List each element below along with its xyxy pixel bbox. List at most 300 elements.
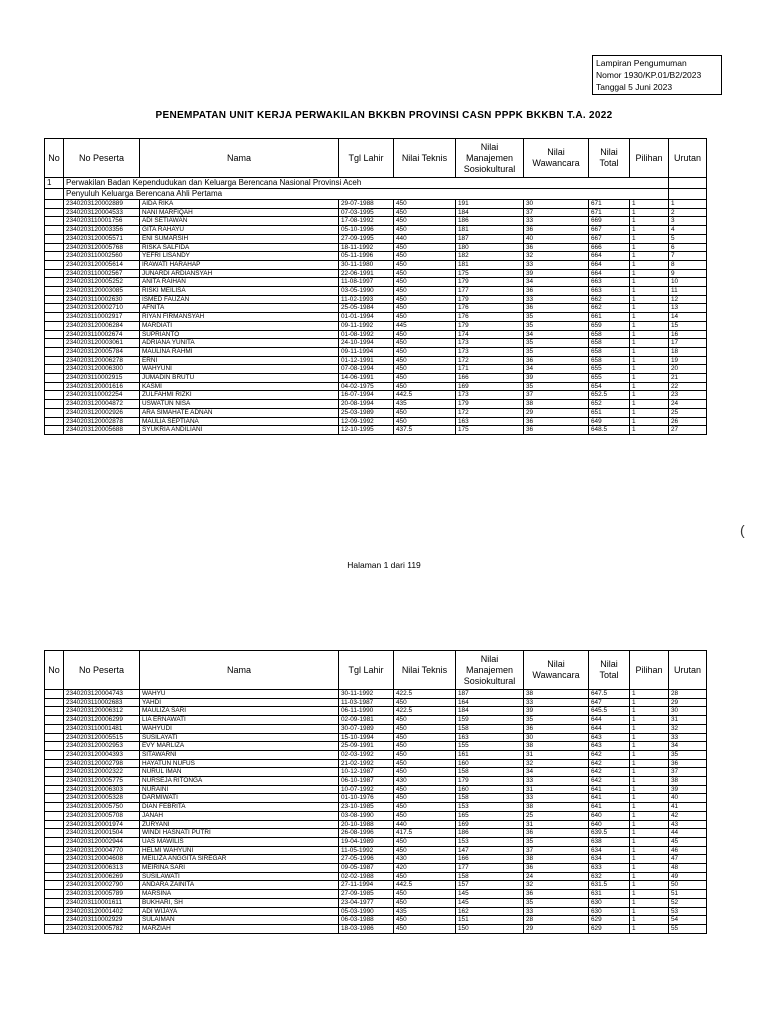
cell-no — [45, 321, 64, 330]
cell-nilai-total: 655 — [589, 374, 630, 383]
cell-tgl-lahir: 01-10-1976 — [339, 794, 394, 803]
cell-no-peserta: 2340203120005515 — [64, 733, 140, 742]
jabatan-row — [45, 189, 707, 200]
cell-nilai-teknis: 450 — [394, 924, 456, 933]
cell-pilihan: 1 — [630, 426, 669, 435]
cell-nama: MAULIZA SARI — [140, 707, 339, 716]
cell-nilai-manajemen: 169 — [456, 820, 524, 829]
cell-tgl-lahir: 23-04-1977 — [339, 898, 394, 907]
cell-nilai-wawancara: 34 — [524, 278, 589, 287]
cell-nilai-wawancara: 36 — [524, 724, 589, 733]
cell-urutan: 30 — [669, 707, 707, 716]
cell-nilai-total: 651 — [589, 408, 630, 417]
cell-nama: AIDA RIKA — [140, 200, 339, 209]
cell-no — [45, 295, 64, 304]
cell-nilai-wawancara: 38 — [524, 803, 589, 812]
cell-no — [45, 716, 64, 725]
cell-no — [45, 374, 64, 383]
cell-pilihan: 1 — [630, 803, 669, 812]
table-row — [45, 716, 707, 725]
cell-no — [45, 750, 64, 759]
cell-urutan: 19 — [669, 356, 707, 365]
cell-urutan: 12 — [669, 295, 707, 304]
table-row — [45, 777, 707, 786]
table-row — [45, 200, 707, 209]
cell-nilai-manajemen: 176 — [456, 313, 524, 322]
cell-nilai-total: 638 — [589, 837, 630, 846]
cell-nilai-teknis: 440 — [394, 234, 456, 243]
cell-nilai-total: 664 — [589, 269, 630, 278]
cell-urutan: 33 — [669, 733, 707, 742]
cell-nama: IRAWATI HARAHAP — [140, 260, 339, 269]
cell-no — [45, 408, 64, 417]
cell-nilai-teknis: 450 — [394, 252, 456, 261]
cell-nilai-manajemen: 158 — [456, 724, 524, 733]
cell-no — [45, 347, 64, 356]
cell-no — [45, 803, 64, 812]
jabatan-name: Penyuluh Keluarga Berencana Ahli Pertama — [64, 189, 669, 200]
cell-no-peserta: 2340203120004743 — [64, 690, 140, 699]
cell-pilihan: 1 — [630, 243, 669, 252]
cell-nilai-manajemen: 174 — [456, 330, 524, 339]
cell-pilihan: 1 — [630, 777, 669, 786]
cell-nilai-total: 655 — [589, 365, 630, 374]
cell-nilai-total: 652.5 — [589, 391, 630, 400]
cell-nilai-manajemen: 179 — [456, 295, 524, 304]
cell-nilai-total: 658 — [589, 330, 630, 339]
cell-no-peserta: 2340203120004872 — [64, 400, 140, 409]
cell-tgl-lahir: 27-09-1985 — [339, 890, 394, 899]
table-row — [45, 698, 707, 707]
cell-nilai-manajemen: 173 — [456, 347, 524, 356]
cell-tgl-lahir: 29-07-1988 — [339, 200, 394, 209]
cell-nilai-manajemen: 172 — [456, 408, 524, 417]
cell-nilai-total: 634 — [589, 855, 630, 864]
cell-nilai-total: 639.5 — [589, 829, 630, 838]
cell-nama: SULAIMAN — [140, 916, 339, 925]
lampiran-line: Nomor 1930/KP.01/B2/2023 — [596, 70, 702, 80]
table-row — [45, 881, 707, 890]
cell-nama: JUMADIN BRUTU — [140, 374, 339, 383]
cell-nama: NURSEJA RITONGA — [140, 777, 339, 786]
cell-urutan: 53 — [669, 907, 707, 916]
cell-no — [45, 698, 64, 707]
cell-pilihan: 1 — [630, 829, 669, 838]
cell-nilai-manajemen: 158 — [456, 794, 524, 803]
cell-pilihan: 1 — [630, 313, 669, 322]
cell-tgl-lahir: 25-03-1989 — [339, 408, 394, 417]
cell-nilai-wawancara: 35 — [524, 898, 589, 907]
cell-no — [45, 269, 64, 278]
cell-nilai-total: 669 — [589, 217, 630, 226]
cell-nama: NURAINI — [140, 785, 339, 794]
cell-nilai-teknis: 450 — [394, 243, 456, 252]
table-row — [45, 759, 707, 768]
cell-nilai-manajemen: 145 — [456, 898, 524, 907]
cell-nilai-teknis: 450 — [394, 916, 456, 925]
cell-nilai-manajemen: 163 — [456, 733, 524, 742]
cell-nilai-teknis: 450 — [394, 794, 456, 803]
cell-pilihan: 1 — [630, 890, 669, 899]
cell-nilai-teknis: 450 — [394, 846, 456, 855]
cell-no — [45, 243, 64, 252]
table-row — [45, 846, 707, 855]
cell-no-peserta: 2340203120005708 — [64, 811, 140, 820]
table-row — [45, 234, 707, 243]
cell-nilai-total: 664 — [589, 252, 630, 261]
cell-urutan: 45 — [669, 837, 707, 846]
cell-urutan: 27 — [669, 426, 707, 435]
cell-nilai-manajemen: 157 — [456, 881, 524, 890]
table-row — [45, 408, 707, 417]
cell-nilai-total: 666 — [589, 243, 630, 252]
cell-nama: RISKI MEILISA — [140, 287, 339, 296]
cell-urutan: 1 — [669, 200, 707, 209]
cell-urutan: 46 — [669, 846, 707, 855]
cell-urutan: 16 — [669, 330, 707, 339]
cell-pilihan: 1 — [630, 391, 669, 400]
cell-nilai-manajemen: 161 — [456, 750, 524, 759]
cell-nama: MAULIA SEPTIANA — [140, 417, 339, 426]
cell-nilai-wawancara: 29 — [524, 924, 589, 933]
cell-nilai-wawancara: 32 — [524, 252, 589, 261]
cell-nama: SITAWARNI — [140, 750, 339, 759]
cell-urutan: 15 — [669, 321, 707, 330]
cell-nilai-total: 658 — [589, 339, 630, 348]
cell-nama: SUPRIANTO — [140, 330, 339, 339]
cell-nilai-teknis: 450 — [394, 698, 456, 707]
cell-pilihan: 1 — [630, 864, 669, 873]
cell-nama: ZULFAHMI RIZKI — [140, 391, 339, 400]
cell-urutan: 23 — [669, 391, 707, 400]
cell-nilai-wawancara: 37 — [524, 391, 589, 400]
cell-nilai-total: 648.5 — [589, 426, 630, 435]
cell-nama: ADI WIJAYA — [140, 907, 339, 916]
cell-no — [45, 287, 64, 296]
cell-nilai-wawancara: 31 — [524, 820, 589, 829]
cell-urutan: 54 — [669, 916, 707, 925]
cell-no — [45, 742, 64, 751]
cell-nilai-total: 643 — [589, 742, 630, 751]
cell-pilihan: 1 — [630, 295, 669, 304]
table-row — [45, 217, 707, 226]
cell-nilai-manajemen: 191 — [456, 200, 524, 209]
cell-urutan: 37 — [669, 768, 707, 777]
cell-nilai-wawancara: 35 — [524, 347, 589, 356]
cell-tgl-lahir: 12-09-1992 — [339, 417, 394, 426]
header-row — [45, 139, 707, 178]
cell-nilai-manajemen: 179 — [456, 278, 524, 287]
cell-pilihan: 1 — [630, 417, 669, 426]
cell-pilihan: 1 — [630, 846, 669, 855]
cell-urutan: 7 — [669, 252, 707, 261]
jabatan-row-empty — [45, 189, 64, 200]
cell-tgl-lahir: 06-03-1988 — [339, 916, 394, 925]
col-nilai-manajemen: Nilai Manajemen Sosiokultural — [456, 139, 524, 178]
cell-nilai-total: 632 — [589, 872, 630, 881]
cell-tgl-lahir: 30-07-1989 — [339, 724, 394, 733]
cell-nilai-wawancara: 39 — [524, 269, 589, 278]
cell-nilai-teknis: 450 — [394, 811, 456, 820]
cell-no-peserta: 2340203110002683 — [64, 698, 140, 707]
cell-nilai-total: 658 — [589, 347, 630, 356]
cell-tgl-lahir: 06-10-1987 — [339, 777, 394, 786]
cell-no — [45, 365, 64, 374]
cell-no-peserta: 2340203120004393 — [64, 750, 140, 759]
cell-tgl-lahir: 09-11-1994 — [339, 347, 394, 356]
table-row — [45, 837, 707, 846]
cell-no-peserta: 2340203120005789 — [64, 890, 140, 899]
cell-nilai-teknis: 450 — [394, 750, 456, 759]
cell-tgl-lahir: 09-05-1987 — [339, 864, 394, 873]
col-no-peserta: No Peserta — [64, 651, 140, 690]
cell-nilai-total: 630 — [589, 898, 630, 907]
cell-urutan: 49 — [669, 872, 707, 881]
cell-nilai-wawancara: 40 — [524, 234, 589, 243]
cell-nilai-teknis: 440 — [394, 820, 456, 829]
table-row — [45, 243, 707, 252]
table-row — [45, 426, 707, 435]
cell-nama: ARA SIMAHATE ADNAN — [140, 408, 339, 417]
cell-tgl-lahir: 01-12-1991 — [339, 356, 394, 365]
col-nilai-manajemen: Nilai Manajemen Sosiokultural — [456, 651, 524, 690]
table-row — [45, 356, 707, 365]
cell-nama: HELMI WAHYUNI — [140, 846, 339, 855]
cell-nilai-total: 654 — [589, 382, 630, 391]
cell-no-peserta: 2340203120002322 — [64, 768, 140, 777]
cell-no-peserta: 2340203120003061 — [64, 339, 140, 348]
cell-nama: KASMI — [140, 382, 339, 391]
cell-no-peserta: 2340203120005784 — [64, 347, 140, 356]
cell-pilihan: 1 — [630, 924, 669, 933]
cell-nilai-wawancara: 36 — [524, 226, 589, 235]
col-nilai-wawancara: Nilai Wawancara — [524, 139, 589, 178]
cell-nilai-manajemen: 159 — [456, 716, 524, 725]
cell-nilai-teknis: 450 — [394, 200, 456, 209]
cell-nilai-teknis: 450 — [394, 872, 456, 881]
cell-nama: WINDI HASNATI PUTRI — [140, 829, 339, 838]
cell-nilai-manajemen: 186 — [456, 829, 524, 838]
cell-tgl-lahir: 10-12-1987 — [339, 768, 394, 777]
cell-no-peserta: 2340203120005571 — [64, 234, 140, 243]
cell-nilai-wawancara: 36 — [524, 829, 589, 838]
cell-no-peserta: 2340203120003085 — [64, 287, 140, 296]
cell-nama: RIYAN FIRMANSYAH — [140, 313, 339, 322]
cell-no-peserta: 2340203110002567 — [64, 269, 140, 278]
cell-nilai-total: 649 — [589, 417, 630, 426]
table-row — [45, 707, 707, 716]
cell-pilihan: 1 — [630, 707, 669, 716]
cell-nilai-manajemen: 145 — [456, 890, 524, 899]
cell-nama: ZURYANI — [140, 820, 339, 829]
cell-nilai-total: 647 — [589, 698, 630, 707]
group-no: 1 — [45, 178, 64, 189]
cell-tgl-lahir: 07-03-1995 — [339, 208, 394, 217]
cell-urutan: 38 — [669, 777, 707, 786]
cell-nilai-wawancara: 36 — [524, 356, 589, 365]
cell-no-peserta: 2340203120002926 — [64, 408, 140, 417]
cell-nilai-total: 640 — [589, 820, 630, 829]
cell-nilai-teknis: 420 — [394, 864, 456, 873]
cell-nilai-manajemen: 153 — [456, 837, 524, 846]
page-title: PENEMPATAN UNIT KERJA PERWAKILAN BKKBN PROVINSI CASN PPPK BKKBN T.A. 2022 — [155, 110, 613, 121]
cell-no-peserta: 2340203120002889 — [64, 200, 140, 209]
cell-no-peserta: 2340203120005768 — [64, 243, 140, 252]
cell-nilai-teknis: 450 — [394, 759, 456, 768]
cell-nilai-total: 640 — [589, 811, 630, 820]
cell-nilai-teknis: 422.5 — [394, 690, 456, 699]
cell-tgl-lahir: 14-06-1991 — [339, 374, 394, 383]
cell-nilai-teknis: 450 — [394, 278, 456, 287]
cell-nilai-total: 644 — [589, 724, 630, 733]
cell-nilai-wawancara: 32 — [524, 881, 589, 890]
cell-nilai-teknis: 435 — [394, 400, 456, 409]
cell-nilai-teknis: 442.5 — [394, 881, 456, 890]
cell-nilai-wawancara: 29 — [524, 408, 589, 417]
cell-no — [45, 330, 64, 339]
cell-nilai-manajemen: 151 — [456, 916, 524, 925]
cell-pilihan: 1 — [630, 716, 669, 725]
table-row — [45, 321, 707, 330]
cell-nilai-teknis: 450 — [394, 330, 456, 339]
cell-no — [45, 768, 64, 777]
cell-nama: DIAN FEBRITA — [140, 803, 339, 812]
cell-pilihan: 1 — [630, 347, 669, 356]
cell-nilai-wawancara: 30 — [524, 733, 589, 742]
cell-no — [45, 890, 64, 899]
cell-tgl-lahir: 11-05-1992 — [339, 846, 394, 855]
col-tgl-lahir: Tgl Lahir — [339, 651, 394, 690]
cell-pilihan: 1 — [630, 365, 669, 374]
table-row — [45, 733, 707, 742]
cell-no-peserta: 2340203110002929 — [64, 916, 140, 925]
cell-no-peserta: 2340203110001481 — [64, 724, 140, 733]
cell-nilai-wawancara: 33 — [524, 698, 589, 707]
cell-nilai-manajemen: 165 — [456, 811, 524, 820]
cell-nama: WAHYUNI — [140, 365, 339, 374]
table-row — [45, 803, 707, 812]
cell-no — [45, 200, 64, 209]
cell-urutan: 6 — [669, 243, 707, 252]
cell-pilihan: 1 — [630, 750, 669, 759]
cell-urutan: 51 — [669, 890, 707, 899]
cell-urutan: 39 — [669, 785, 707, 794]
cell-nama: SYUKRIA ANDILIANI — [140, 426, 339, 435]
cell-nilai-wawancara: 33 — [524, 217, 589, 226]
cell-tgl-lahir: 03-08-1990 — [339, 811, 394, 820]
cell-nilai-wawancara: 28 — [524, 916, 589, 925]
table-row — [45, 269, 707, 278]
cell-nilai-teknis: 450 — [394, 226, 456, 235]
cell-nilai-manajemen: 171 — [456, 365, 524, 374]
cell-tgl-lahir: 25-05-1984 — [339, 304, 394, 313]
cell-nilai-total: 629 — [589, 924, 630, 933]
cell-nilai-manajemen: 160 — [456, 759, 524, 768]
col-nilai-teknis: Nilai Teknis — [394, 139, 456, 178]
cell-urutan: 18 — [669, 347, 707, 356]
cell-pilihan: 1 — [630, 400, 669, 409]
cell-nilai-wawancara: 34 — [524, 768, 589, 777]
cell-nilai-total: 663 — [589, 287, 630, 296]
cell-no-peserta: 2340203120001616 — [64, 382, 140, 391]
cell-no — [45, 777, 64, 786]
cell-nilai-teknis: 450 — [394, 356, 456, 365]
cell-no-peserta: 2340203120002798 — [64, 759, 140, 768]
cell-no — [45, 208, 64, 217]
cell-nilai-manajemen: 172 — [456, 356, 524, 365]
cell-nilai-teknis: 450 — [394, 269, 456, 278]
cell-tgl-lahir: 05-11-1996 — [339, 252, 394, 261]
cell-urutan: 10 — [669, 278, 707, 287]
cell-nilai-teknis: 450 — [394, 716, 456, 725]
cell-no-peserta: 2340203110002915 — [64, 374, 140, 383]
cell-no — [45, 907, 64, 916]
cell-urutan: 8 — [669, 260, 707, 269]
cell-no-peserta: 2340203120001402 — [64, 907, 140, 916]
cell-tgl-lahir: 27-09-1995 — [339, 234, 394, 243]
cell-nilai-manajemen: 158 — [456, 768, 524, 777]
col-no: No — [45, 139, 64, 178]
cell-nilai-teknis: 450 — [394, 785, 456, 794]
cell-tgl-lahir: 25-09-1991 — [339, 742, 394, 751]
cell-pilihan: 1 — [630, 234, 669, 243]
cell-no-peserta: 2340203120006278 — [64, 356, 140, 365]
cell-pilihan: 1 — [630, 252, 669, 261]
cell-nama: GITA RAHAYU — [140, 226, 339, 235]
cell-urutan: 47 — [669, 855, 707, 864]
table-row — [45, 252, 707, 261]
cell-nilai-total: 643 — [589, 733, 630, 742]
table-row — [45, 690, 707, 699]
cell-nama: ISMED FAUZAN — [140, 295, 339, 304]
cell-nilai-manajemen: 163 — [456, 417, 524, 426]
cell-no-peserta: 2340203120002953 — [64, 742, 140, 751]
cell-nilai-teknis: 450 — [394, 417, 456, 426]
cell-no — [45, 707, 64, 716]
cell-no-peserta: 2340203120006303 — [64, 785, 140, 794]
cell-no-peserta: 2340203110001756 — [64, 217, 140, 226]
table-row — [45, 226, 707, 235]
cell-nama: NURUL IMAN — [140, 768, 339, 777]
cell-no-peserta: 2340203110001611 — [64, 898, 140, 907]
cell-no-peserta: 2340203120002790 — [64, 881, 140, 890]
table-row — [45, 313, 707, 322]
cell-no — [45, 733, 64, 742]
cell-pilihan: 1 — [630, 690, 669, 699]
cell-tgl-lahir: 05-03-1990 — [339, 907, 394, 916]
cell-tgl-lahir: 09-11-1992 — [339, 321, 394, 330]
cell-tgl-lahir: 02-03-1992 — [339, 750, 394, 759]
cell-nilai-teknis: 450 — [394, 742, 456, 751]
cell-urutan: 48 — [669, 864, 707, 873]
cell-pilihan: 1 — [630, 374, 669, 383]
cell-nilai-manajemen: 173 — [456, 339, 524, 348]
cell-nama: MARZIAH — [140, 924, 339, 933]
col-urutan: Urutan — [669, 651, 707, 690]
placement-table-page-1 — [44, 138, 707, 435]
cell-nilai-total: 641 — [589, 803, 630, 812]
cell-nama: NANI MARFIQAH — [140, 208, 339, 217]
table-row — [45, 750, 707, 759]
cell-urutan: 20 — [669, 365, 707, 374]
cell-no-peserta: 2340203120005688 — [64, 426, 140, 435]
cell-nilai-total: 661 — [589, 313, 630, 322]
cell-nama: MAULINA RAHMI — [140, 347, 339, 356]
cell-nilai-teknis: 450 — [394, 898, 456, 907]
cell-no — [45, 217, 64, 226]
cell-urutan: 28 — [669, 690, 707, 699]
cell-pilihan: 1 — [630, 382, 669, 391]
